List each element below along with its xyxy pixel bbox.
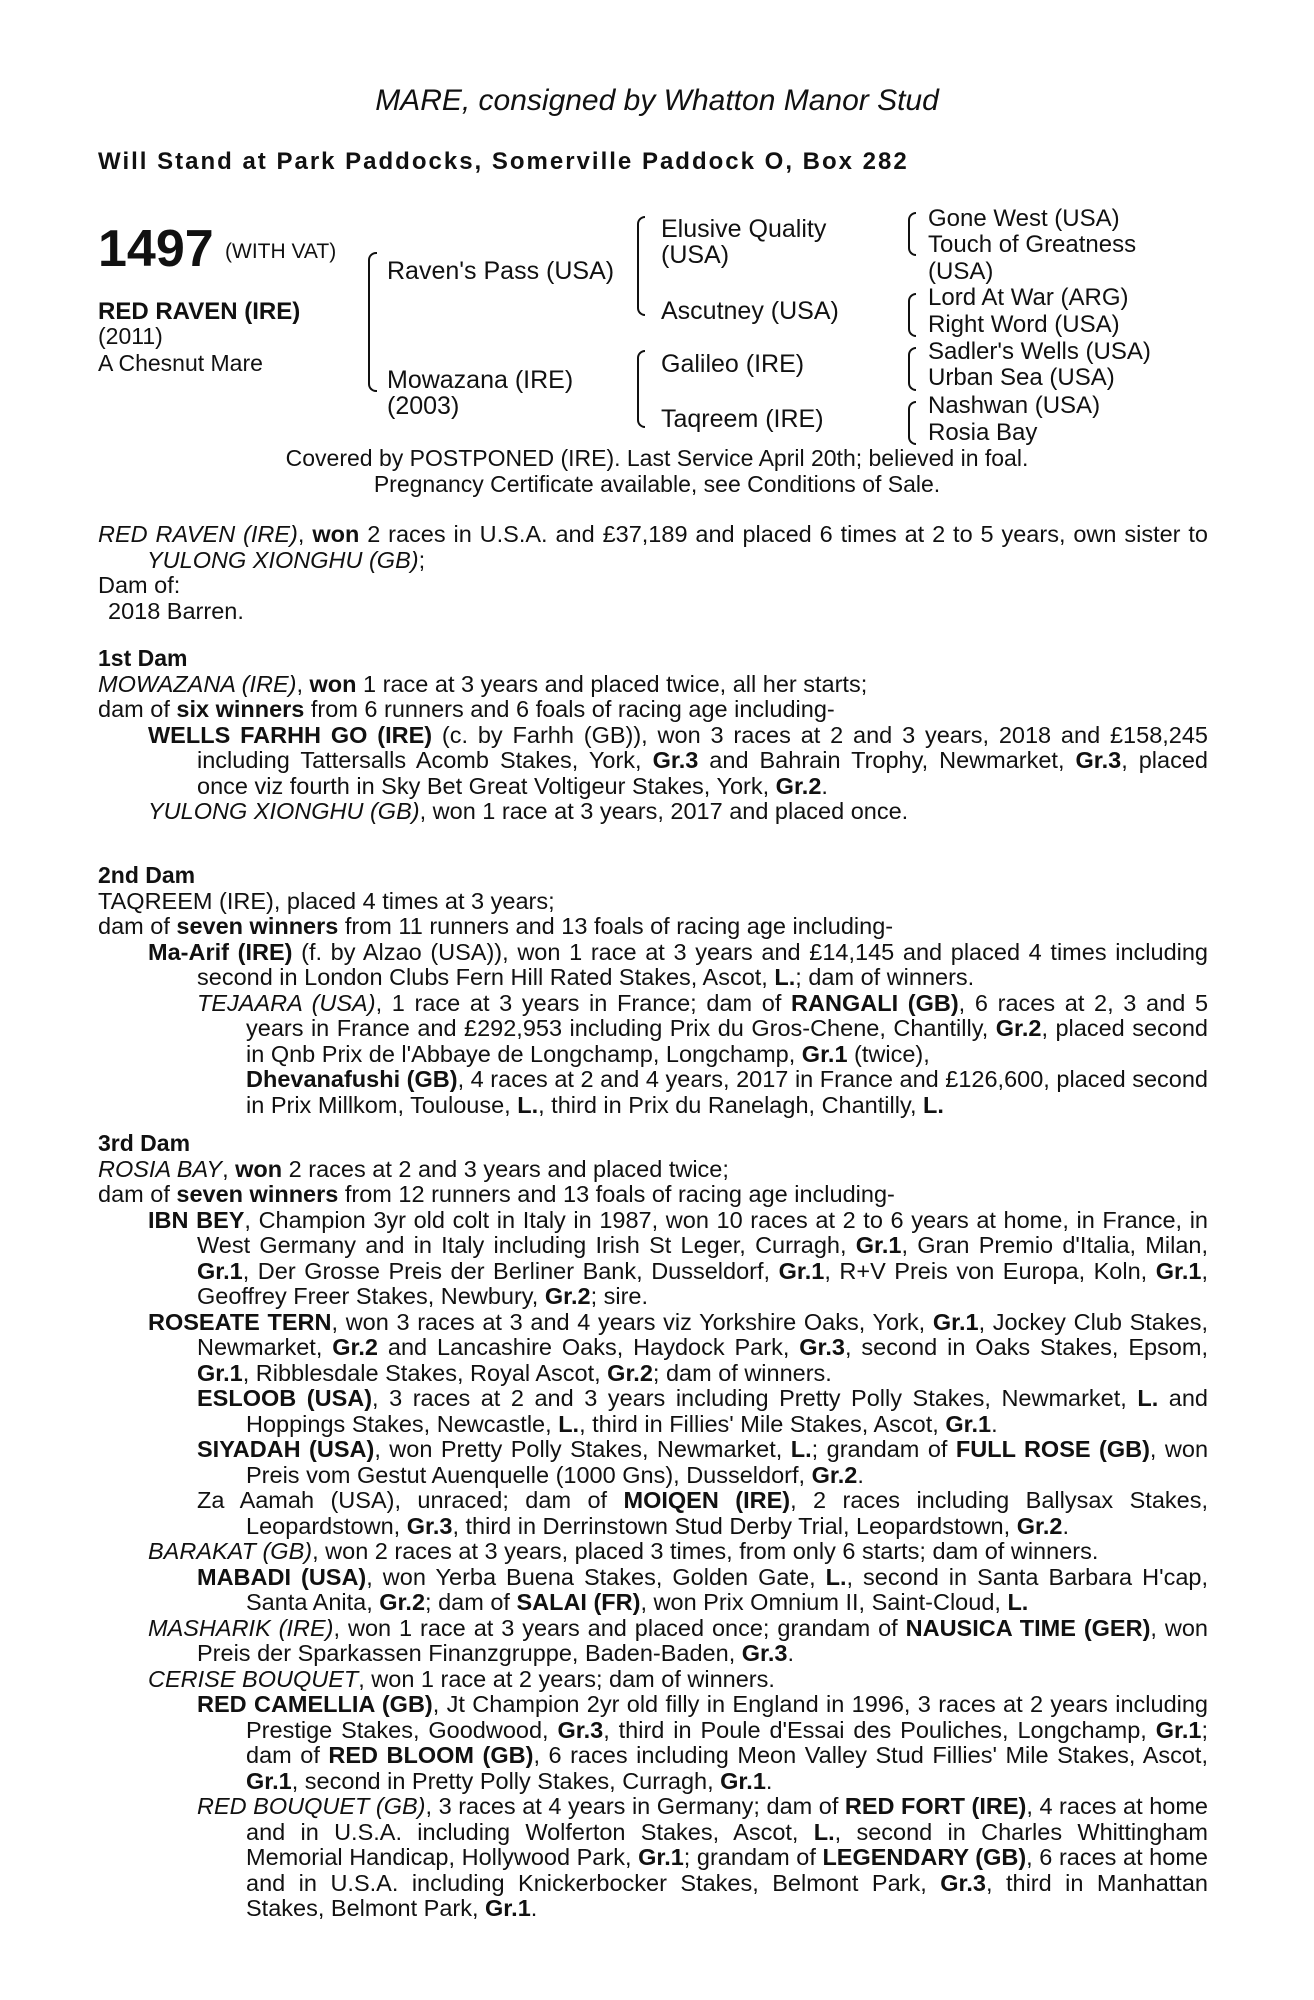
covered-note: Covered by POSTPONED (IRE). Last Service April 20th; believed in foal. [285, 445, 1029, 471]
produce-name: Ma-Arif (IRE) [148, 938, 293, 965]
produce-text: ; sire. [590, 1283, 649, 1309]
produce-text: , second in Pretty Polly Stakes, Curragh, [291, 1767, 721, 1794]
produce-text: , third in Derrinstown Stud Derby Trial, Leopardstown, [452, 1512, 1017, 1539]
produce-text: , R+V Preis von Europa, Koln, [824, 1257, 1156, 1284]
first-dam-section: 1st Dam MOWAZANA (IRE), won 1 race at 3 years and placed twice, all her starts; dam of six winners from 6 runners and 6 foals of racing age including- WELLS FARHH GO (IRE) (c. by Farhh (GB)), won 3 races at 2 and 3 years, 2018 and £158,245 including Tattersalls Acomb Stakes, York, Gr.3 and Bahrain Trophy, Newmarket, Gr.3, placed once viz fourth in Sky Bet Great Voltigeur Stakes, York, Gr.2. YULONG XIONGHU (GB), won 1 race at 3 years, 2017 and placed once. [98, 645, 1208, 824]
won-label: won [309, 670, 357, 697]
grade: Gr.1 [1155, 1257, 1202, 1284]
produce-text: and Hoppings Stakes, Newcastle, [246, 1385, 1208, 1437]
grade: Gr.1 [197, 1257, 243, 1284]
produce-text: ; grandam of [683, 1844, 823, 1870]
grade: Gr.1 [932, 1308, 979, 1335]
produce-text: (c. by Farhh (GB)), won 3 races at 2 and 3 years, 2018 and £158,245 including Tattersalls Acomb Stakes, York, [197, 721, 1208, 773]
grade: Gr.2 [995, 1015, 1042, 1041]
produce-text: ; dam of [425, 1589, 517, 1615]
pedigree-brace [637, 216, 645, 316]
intro-text: 2 races in U.S.A. and £37,189 and placed 6 times at 2 to 5 years, own sister to [359, 521, 1208, 547]
grade: Gr.1 [778, 1257, 825, 1284]
produce-text: , 6 races at 2, 3 and 5 years in France and £292,953 including Prix du Gros-Chene, Chantilly, [246, 989, 1209, 1041]
pedigree-ssd: Touch of Greatness [928, 231, 1137, 258]
third-dam-record: 2 races at 2 and 3 years and placed twice; [282, 1155, 729, 1182]
produce-name: ROSEATE TERN [148, 1308, 332, 1335]
won-label: won [312, 521, 360, 547]
produce-text: ; grandam of [811, 1436, 956, 1462]
grandproduce-name: MABADI (USA) [197, 1563, 367, 1590]
page-title: MARE, consigned by Whatton Manor Stud [375, 84, 939, 117]
grade: Gr.1 [801, 1040, 848, 1067]
produce-text: , 4 races at 2 and 4 years, 2017 in France and £126,600, placed second in Prix Millkom, Toulouse, [246, 1066, 1208, 1118]
pedigree-dds: Nashwan (USA) [928, 392, 1101, 419]
produce-text: , won Prix Omnium II, Saint-Cloud, [640, 1589, 1008, 1615]
grade: L. [774, 964, 796, 990]
grade: Gr.2 [379, 1589, 426, 1615]
pedigree-brace [368, 252, 377, 392]
winners-count: six winners [176, 696, 305, 722]
grade: Gr.3 [940, 1869, 986, 1896]
produce-text: . [991, 1410, 998, 1437]
grandproduce-name: SIYADAH (USA) [197, 1436, 375, 1462]
produce-text: , won 1 race at 3 years, 2017 and placed once. [419, 798, 909, 824]
grade: Gr.1 [485, 1895, 531, 1921]
dam-of-pre: dam of [98, 1181, 177, 1207]
page-subtitle: Will Stand at Park Paddocks, Somerville Paddock O, Box 282 [98, 148, 909, 175]
grade: Gr.3 [557, 1716, 604, 1743]
won-label: won [235, 1155, 283, 1182]
grade: Gr.1 [855, 1232, 902, 1258]
grade: Gr.1 [197, 1359, 243, 1386]
grade: Gr.2 [1016, 1512, 1063, 1539]
vat-label: (WITH VAT) [225, 240, 337, 263]
pedigree-sss: Gone West (USA) [928, 205, 1120, 232]
grandproduce-name: FULL ROSE (GB) [955, 1436, 1150, 1462]
third-dam-section: 3rd Dam ROSIA BAY, won 2 races at 2 and 3 years and placed twice; dam of seven winners from 12 runners and 13 foals of racing age including- IBN BEY, Champion 3yr old colt in Italy in 1987, won 10 races at 2 to 6 years at home, in France, in West Germany and in Italy including Irish St Leger, Curragh, Gr.1, Gran Premio d'Italia, Milan, Gr.1, Der Grosse Preis der Berliner Bank, Dusseldorf, Gr.1, R+V Preis von Europa, Koln, Gr.1, Geoffrey Freer Stakes, Newbury, Gr.2; sire. ROSEATE TERN, won 3 races at 3 and 4 years viz Yorkshire Oaks, York, Gr.1, Jockey Club Stakes, Newmarket, Gr.2 and Lancashire Oaks, Haydock Park, Gr.3, second in Oaks Stakes, Epsom, Gr.1, Ribblesdale Stakes, Royal Ascot, Gr.2; dam of winners. ESLOOB (USA), 3 races at 2 and 3 years including Pretty Polly Stakes, Newmarket, L. and Hoppings Stakes, Newcastle, L., third in Fillies' Mile Stakes, Ascot, Gr.1. SIYADAH (USA), won Pretty Polly Stakes, Newmarket, L.; grandam of FULL ROSE (GB), won Preis vom Gestut Auenquelle (1000 Gns), Dusseldorf, Gr.2. Za Aamah (USA), unraced; dam of MOIQEN (IRE), 2 races including Ballysax Stakes, Leopardstown, Gr.3, third in Derrinstown Stud Derby Trial, Leopardstown, Gr.2. BARAKAT (GB), won 2 races at 3 years, placed 3 times, from only 6 starts; dam of winners. MABADI (USA), won Yerba Buena Stakes, Golden Gate, L., second in Santa Barbara H'cap, Santa Anita, Gr.2; dam of SALAI (FR), won Prix Omnium II, Saint-Cloud, L. MASHARIK (IRE), won 1 race at 3 years and placed once; grandam of NAUSICA TIME (GER), won Preis der Sparkassen Finanzgruppe, Baden-Baden, Gr.3. CERISE BOUQUET, won 1 race at 2 years; dam of winners. RED CAMELLIA (GB), Jt Champion 2yr old filly in England in 1996, 3 races at 2 years including Prestige Stakes, Goodwood, Gr.3, third in Poule d'Essai des Pouliches, Longchamp, Gr.1; dam of RED BLOOM (GB), 6 races including Meon Valley Stud Fillies' Mile Stakes, Ascot, Gr.1, second in Pretty Polly Stakes, Curragh, Gr.1. RED BOUQUET (GB), 3 races at 4 years in Germany; dam of RED FORT (IRE), 4 races at home and in U.S.A. including Wolferton Stakes, Ascot, L., second in Charles Whittingham Memorial Handicap, Hollywood Park, Gr.1; grandam of LEGENDARY (GB), 6 races at home and in U.S.A. including Knickerbocker Stakes, Belmont Park, Gr.3, third in Manhattan Stakes, Belmont Park, Gr.1. [98, 1130, 1209, 1921]
pedigree-sire: Raven's Pass (USA) [387, 257, 615, 285]
sister-name: YULONG XIONGHU (GB) [147, 546, 419, 573]
produce-text: ; dam of winners. [795, 964, 975, 990]
lot-name-ref: RED RAVEN (IRE) [98, 521, 298, 547]
produce-name: TEJAARA (USA) [197, 989, 376, 1016]
dam-of-pre: dam of [98, 696, 177, 722]
grade: Gr.3 [799, 1334, 845, 1360]
produce-text: , won Pretty Polly Stakes, Newmarket, [374, 1436, 791, 1462]
pedigree-ddd: Rosia Bay [928, 419, 1038, 446]
second-dam-record: TAQREEM (IRE), placed 4 times at 3 years; [98, 887, 555, 914]
pedigree-ss: Elusive Quality [661, 215, 827, 243]
grade: L. [923, 1091, 944, 1118]
pedigree-ssd-2: (USA) [928, 258, 994, 285]
produce-text: , won Preis vom Gestut Auenquelle (1000 Gns), Dusseldorf, [246, 1436, 1209, 1488]
produce-name: BARAKAT (GB) [148, 1538, 313, 1564]
horse-name: RED RAVEN (IRE) [98, 298, 301, 325]
produce-text: , won 3 races at 3 and 4 years viz Yorkshire Oaks, York, [331, 1308, 933, 1335]
produce-entry [98, 1692, 1208, 1794]
grade: Gr.1 [638, 1844, 684, 1870]
produce-text: , second in Oaks Stakes, Epsom, [844, 1334, 1208, 1360]
lot-number: 1497 [98, 220, 214, 278]
pedigree-dam-year: (2003) [387, 392, 460, 420]
produce-entry [98, 1437, 1208, 1488]
produce-text: and Lancashire Oaks, Haydock Park, [378, 1334, 800, 1360]
produce-text: , 1 race at 3 years in France; dam of [375, 989, 792, 1016]
pedigree-sdd: Right Word (USA) [928, 311, 1120, 338]
grade: L. [813, 1818, 835, 1845]
pedigree-sd: Ascutney (USA) [661, 297, 839, 325]
grade: Gr.2 [607, 1359, 653, 1386]
pedigree-dsd: Urban Sea (USA) [928, 364, 1115, 391]
produce-text: , Jt Champion 2yr old filly in England in 1996, 3 races at 2 years including Prestige Stakes, Goodwood, [246, 1691, 1208, 1743]
grandproduce-name: RED CAMELLIA (GB) [197, 1691, 433, 1717]
grade: Gr.3 [741, 1640, 788, 1666]
produce-text: . [1062, 1512, 1069, 1539]
produce-entry [98, 1667, 1208, 1693]
produce-text: , placed once viz fourth in Sky Bet Great Voltigeur Stakes, York, [197, 747, 1208, 799]
pedigree-dss: Sadler's Wells (USA) [928, 338, 1151, 365]
produce-name: WELLS FARHH GO (IRE) [148, 721, 433, 748]
produce-entry [98, 940, 1208, 991]
winners-count: seven winners [176, 913, 339, 939]
horse-year: (2011) [98, 323, 163, 349]
produce-entry [98, 1539, 1208, 1565]
produce-text: , placed second in Qnb Prix de l'Abbaye de Longchamp, Longchamp, [246, 1015, 1208, 1067]
produce-text: , 3 races at 2 and 3 years including Pretty Polly Stakes, Newmarket, [372, 1385, 1138, 1411]
produce-text: . [530, 1895, 538, 1921]
grade: L. [825, 1563, 847, 1590]
produce-name: MASHARIK (IRE) [148, 1614, 334, 1641]
grade: Gr.3 [406, 1512, 453, 1539]
second-dam-heading: 2nd Dam [98, 862, 196, 888]
grade: Gr.1 [720, 1767, 766, 1794]
grade: L. [517, 1091, 539, 1118]
produce-text: , won Yerba Buena Stakes, Golden Gate, [366, 1563, 826, 1590]
produce-text: , won Preis der Sparkassen Finanzgruppe, Baden-Baden, [197, 1614, 1208, 1666]
third-dam-name: ROSIA BAY [98, 1155, 223, 1182]
grandproduce-name: MOIQEN (IRE) [623, 1487, 791, 1513]
dam-of-label: Dam of: [98, 572, 181, 598]
grade: Gr.2 [332, 1334, 378, 1360]
first-dam-heading: 1st Dam [98, 645, 188, 671]
produce-text: . [765, 1767, 773, 1794]
produce-text: , second in Santa Barbara H'cap, Santa Anita, [246, 1563, 1208, 1615]
pedigree-dd: Taqreem (IRE) [661, 405, 824, 433]
produce-text: , won 1 race at 2 years; dam of winners. [358, 1665, 775, 1692]
grandproduce-name: Dhevanafushi (GB) [246, 1066, 458, 1092]
grade: Gr.3 [1075, 747, 1122, 773]
grade: Gr.2 [775, 772, 822, 799]
grade: Gr.2 [544, 1283, 591, 1309]
grade: L. [790, 1436, 812, 1462]
grandproduce-name: LEGENDARY (GB) [822, 1844, 1027, 1870]
produce-name: YULONG XIONGHU (GB) [148, 798, 420, 824]
first-dam-record: 1 race at 3 years and placed twice, all her starts; [356, 670, 868, 697]
produce-text: , Geoffrey Freer Stakes, Newbury, [197, 1257, 1209, 1309]
produce-text: , won 2 races at 3 years, placed 3 times, from only 6 starts; dam of winners. [312, 1538, 1099, 1564]
grandproduce-name: SALAI (FR) [516, 1589, 641, 1615]
grandproduce-name: RED BLOOM (GB) [328, 1742, 534, 1768]
produce-entry [98, 1616, 1208, 1667]
grandproduce-name: ESLOOB (USA) [197, 1385, 373, 1411]
produce-text: , third in Poule d'Essai des Pouliches, Longchamp, [603, 1716, 1156, 1743]
produce-text: , 3 races at 4 years in Germany; dam of [425, 1793, 845, 1819]
produce-text: , second in Charles Whittingham Memorial Handicap, Hollywood Park, [246, 1818, 1208, 1870]
pedigree-ss-2: (USA) [661, 241, 730, 269]
produce-text: ; dam of winners. [652, 1359, 832, 1386]
horse-description: A Chesnut Mare [98, 350, 263, 376]
grade: Gr.1 [1155, 1716, 1202, 1743]
produce-text: , Der Grosse Preis der Berliner Bank, Dusseldorf, [242, 1257, 779, 1284]
produce-entry [98, 1386, 1208, 1437]
pedigree-sds: Lord At War (ARG) [928, 284, 1129, 311]
first-dam-name: MOWAZANA (IRE) [98, 670, 297, 697]
intro-section [98, 522, 1208, 624]
produce-entry [98, 1488, 1208, 1539]
grade: Gr.1 [945, 1410, 992, 1437]
produce-entry [98, 1565, 1208, 1616]
produce-name: CERISE BOUQUET [148, 1665, 359, 1692]
produce-text: , third in Fillies' Mile Stakes, Ascot, [579, 1410, 946, 1437]
pedigree-brace [637, 350, 645, 428]
produce-record: 2018 Barren. [108, 597, 244, 624]
pedigree-brace [908, 401, 916, 445]
grandproduce-name: RED BOUQUET (GB) [197, 1793, 426, 1819]
produce-text: . [787, 1640, 795, 1666]
dam-of-pre: dam of [98, 913, 177, 939]
produce-text: (f. by Alzao (USA)), won 1 race at 3 years and £14,145 and placed 4 times including second in London Clubs Fern Hill Rated Stakes, Ascot, [197, 938, 1209, 990]
produce-text: and Bahrain Trophy, Newmarket, [698, 747, 1076, 773]
produce-text: , 2 races including Ballysax Stakes, Leopardstown, [246, 1487, 1208, 1539]
produce-entry [98, 991, 1208, 1068]
grade: Gr.1 [246, 1767, 292, 1794]
certificate-note: Pregnancy Certificate available, see Conditions of Sale. [373, 471, 941, 497]
pedigree-ds: Galileo (IRE) [661, 350, 805, 378]
produce-text: , Champion 3yr old colt in Italy in 1987, won 10 races at 2 to 6 years at home, in France, in West Germany and in Italy including Irish St Leger, Curragh, [197, 1206, 1208, 1258]
produce-entry [98, 1794, 1208, 1922]
produce-text: ; dam of [246, 1716, 1208, 1768]
grandproduce-name: RANGALI (GB) [791, 989, 959, 1016]
grade: L. [1007, 1589, 1029, 1615]
produce-text: . [857, 1461, 864, 1488]
produce-text: , 6 races at home and in U.S.A. including Knickerbocker Stakes, Belmont Park, [246, 1844, 1208, 1896]
produce-text: (twice), [847, 1040, 930, 1067]
produce-text: , Jockey Club Stakes, Newmarket, [197, 1308, 1208, 1360]
produce-entry [98, 723, 1208, 800]
produce-text: , Gran Premio d'Italia, Milan, [901, 1232, 1208, 1258]
grade: L. [558, 1410, 580, 1437]
produce-name: IBN BEY [148, 1206, 245, 1233]
pedigree-brace [908, 212, 916, 256]
third-dam-heading: 3rd Dam [98, 1130, 191, 1156]
grade: Gr.3 [652, 747, 699, 773]
pedigree-brace [908, 347, 916, 391]
produce-text: , Ribblesdale Stakes, Royal Ascot, [242, 1359, 608, 1386]
produce-text: . [821, 772, 828, 799]
dam-of-post: from 6 runners and 6 foals of racing age including- [304, 696, 835, 722]
pedigree-brace [908, 293, 916, 337]
produce-entry [98, 1067, 1208, 1118]
grade: L. [1137, 1385, 1159, 1411]
produce-entry [98, 1310, 1208, 1387]
produce-text: , 4 races at home and in U.S.A. including Wolferton Stakes, Ascot, [246, 1793, 1208, 1845]
grandproduce-name: RED FORT (IRE) [844, 1793, 1027, 1819]
second-dam-section [98, 863, 1208, 1118]
produce-text: , won 1 race at 3 years and placed once; grandam of [333, 1614, 906, 1641]
intro-record: RED RAVEN (IRE), won 2 races in U.S.A. and £37,189 and placed 6 times at 2 to 5 years, own sister to YULONG XIONGHU (GB); [98, 521, 1208, 573]
produce-text: , third in Prix du Ranelagh, Chantilly, [538, 1091, 924, 1118]
produce-text: Za Aamah (USA), unraced; dam of [197, 1487, 624, 1513]
dam-of-post: from 12 runners and 13 foals of racing age including- [338, 1181, 895, 1207]
winners-count: seven winners [176, 1181, 339, 1207]
dam-of-post: from 11 runners and 13 foals of racing age including- [338, 913, 894, 939]
produce-text: , third in Manhattan Stakes, Belmont Park, [246, 1869, 1208, 1921]
produce-entry [98, 799, 1208, 825]
grade: Gr.2 [811, 1461, 858, 1488]
pedigree-dam: Mowazana (IRE) [387, 366, 574, 394]
produce-text: , 6 races including Meon Valley Stud Fillies' Mile Stakes, Ascot, [533, 1742, 1208, 1768]
produce-entry [98, 1208, 1208, 1310]
grandproduce-name: NAUSICA TIME (GER) [905, 1614, 1151, 1641]
